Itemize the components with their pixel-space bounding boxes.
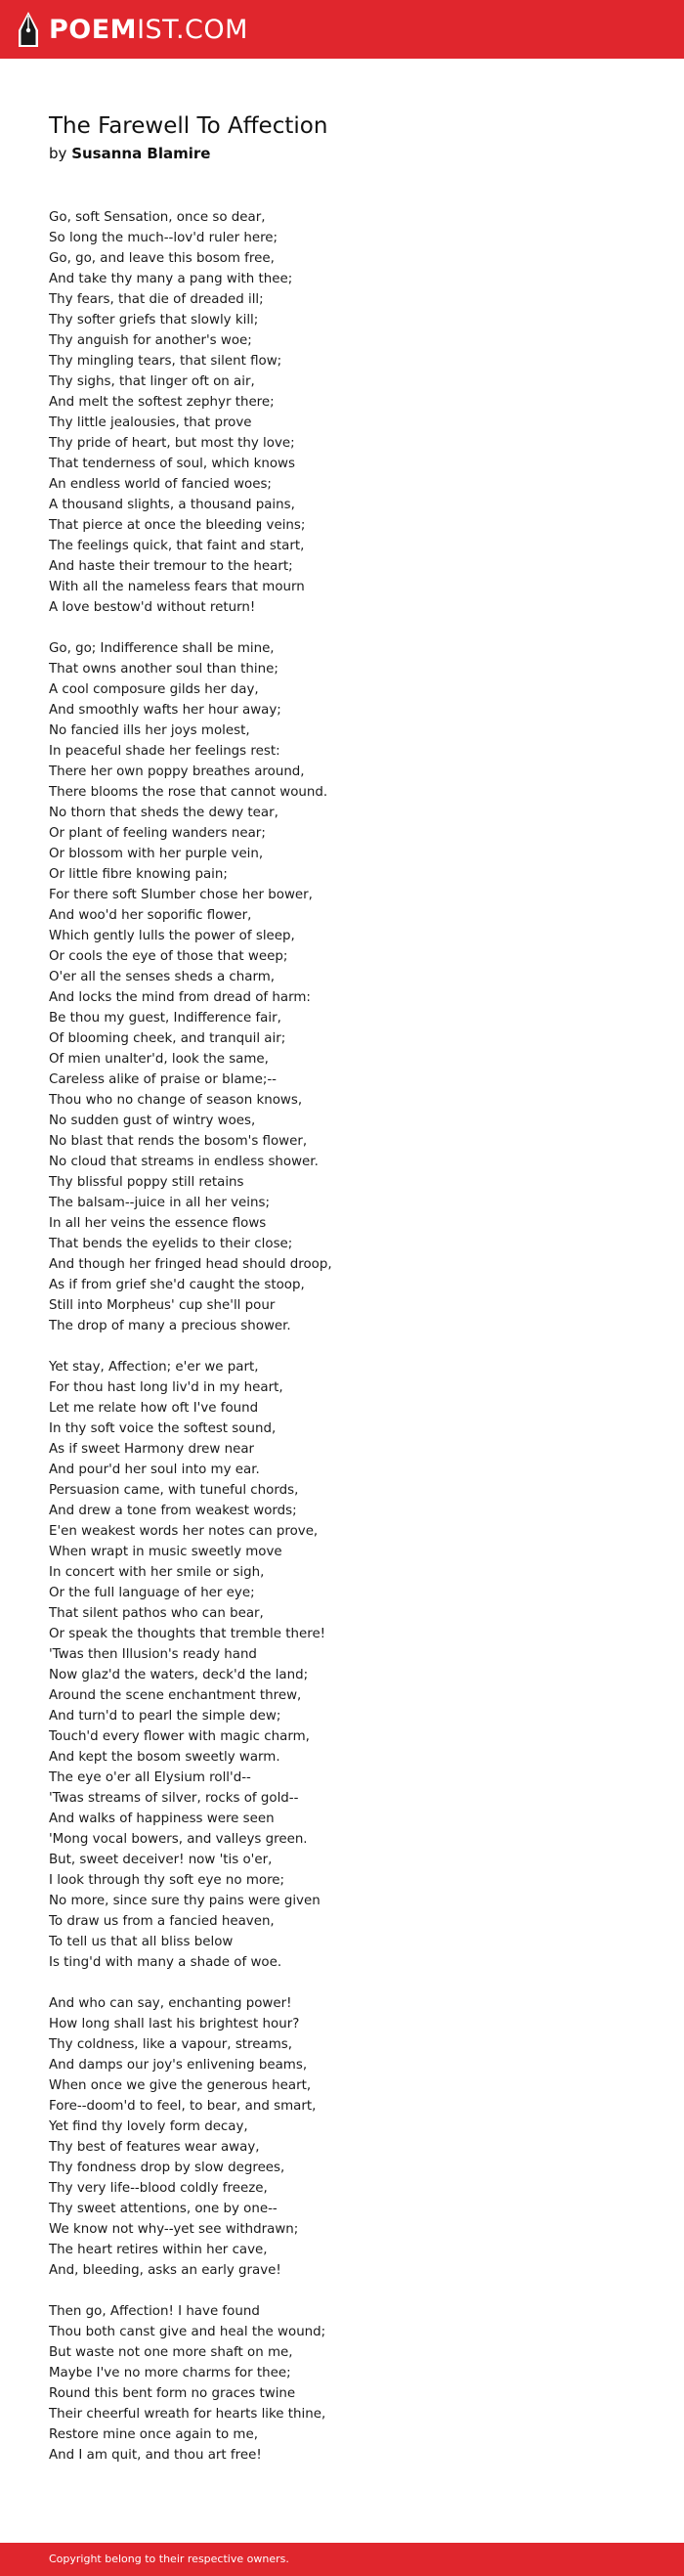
poem-line: Is ting'd with many a shade of woe. (49, 1955, 282, 1970)
poem-line: And, bleeding, asks an early grave! (49, 2263, 281, 2278)
poem-line: And pour'd her soul into my ear. (49, 1463, 260, 1477)
poem-line: Touch'd every flower with magic charm, (49, 1729, 310, 1744)
poem-container (49, 109, 635, 2486)
poem-line: Round this bent form no graces twine (49, 2386, 296, 2401)
poem-line: Yet stay, Affection; e'er we part, (49, 1360, 259, 1375)
poem-line: Thy fears, that die of dreaded ill; (49, 292, 264, 307)
poem-line: No thorn that sheds the dewy tear, (49, 806, 278, 820)
poem-line: And damps our joy's enlivening beams, (49, 2058, 308, 2073)
poem-line: A cool composure gilds her day, (49, 682, 259, 697)
poem-line: Their cheerful wreath for hearts like thine, (49, 2407, 326, 2422)
poem-line: I look through thy soft eye no more; (49, 1873, 285, 1888)
poem-line: Be thou my guest, Indifference fair, (49, 1011, 281, 1026)
poem-line: Or the full language of her eye; (49, 1586, 255, 1600)
poem-line: 'Twas then Illusion's ready hand (49, 1647, 257, 1662)
poem-line: Or little fibre knowing pain; (49, 867, 228, 882)
poem-line: No cloud that streams in endless shower. (49, 1155, 319, 1169)
poem-line: Thy pride of heart, but most thy love; (49, 436, 295, 451)
poem-line: Thy blissful poppy still retains (49, 1175, 244, 1190)
poem-line: The feelings quick, that faint and start, (49, 539, 305, 553)
poem-line: Thou both canst give and heal the wound; (49, 2325, 326, 2339)
poem-line: An endless world of fancied woes; (49, 477, 272, 492)
poem-line: And woo'd her soporific flower, (49, 908, 252, 923)
poem-line: Which gently lulls the power of sleep, (49, 929, 295, 943)
poem-line: Or plant of feeling wanders near; (49, 826, 266, 841)
poem-line: But, sweet deceiver! now 'tis o'er, (49, 1853, 273, 1867)
poem-stanza (49, 2301, 635, 2466)
poem-line: And I am quit, and thou art free! (49, 2448, 262, 2463)
poem-line: Then go, Affection! I have found (49, 2304, 260, 2319)
poem-line: Thy anguish for another's woe; (49, 333, 252, 348)
poem-line: For there soft Slumber chose her bower, (49, 888, 313, 902)
poem-line: There blooms the rose that cannot wound. (49, 785, 328, 800)
poem-line: 'Mong vocal bowers, and valleys green. (49, 1832, 308, 1847)
poem-line: That pierce at once the bleeding veins; (49, 518, 306, 533)
poem-line: Let me relate how oft I've found (49, 1401, 259, 1416)
poem-line: That silent pathos who can bear, (49, 1606, 264, 1621)
poem-line: In thy soft voice the softest sound, (49, 1421, 277, 1436)
poem-line: That bends the eyelids to their close; (49, 1237, 293, 1251)
poem-line: And melt the softest zephyr there; (49, 395, 275, 410)
poem-line: The drop of many a precious shower. (49, 1319, 291, 1333)
poem-line: How long shall last his brightest hour? (49, 2017, 300, 2031)
byline (49, 143, 635, 164)
poem-line: The balsam--juice in all her veins; (49, 1196, 270, 1210)
poem-line: Thy mingling tears, that silent flow; (49, 354, 282, 369)
poem-line: In concert with her smile or sigh, (49, 1565, 265, 1580)
poem-title: The Farewell To Affection (49, 113, 328, 139)
site-header (0, 0, 684, 59)
poem-line: Careless alike of praise or blame;-- (49, 1072, 277, 1087)
poem-line: No fancied ills her joys molest, (49, 723, 250, 738)
poem-line: Thy best of features wear away, (49, 2140, 260, 2155)
poem-line: But waste not one more shaft on me, (49, 2345, 293, 2360)
poem-line: In peaceful shade her feelings rest: (49, 744, 280, 759)
poem-line: Thy very life--blood coldly freeze, (49, 2181, 268, 2196)
copyright-text: Copyright belong to their respective owners. (49, 2553, 289, 2565)
poem-line: And locks the mind from dread of harm: (49, 990, 311, 1005)
poem-line: And haste their tremour to the heart; (49, 559, 293, 574)
poem-line: No blast that rends the bosom's flower, (49, 1134, 308, 1149)
poem-line: Restore mine once again to me, (49, 2427, 258, 2442)
poem-line: And take thy many a pang with thee; (49, 272, 293, 286)
poem-line: No more, since sure thy pains were given (49, 1894, 321, 1908)
poem-line: And who can say, enchanting power! (49, 1996, 292, 2011)
poem-line: We know not why--yet see withdrawn; (49, 2222, 299, 2237)
logo-bold-text: POEM (49, 14, 138, 45)
poem-line: And drew a tone from weakest words; (49, 1504, 297, 1518)
poem-line: When once we give the generous heart, (49, 2078, 312, 2093)
poem-line: 'Twas streams of silver, rocks of gold-- (49, 1791, 299, 1806)
poem-line: And though her fringed head should droop, (49, 1257, 332, 1272)
poem-line: Thy coldness, like a vapour, streams, (49, 2037, 292, 2052)
poem-line: As if sweet Harmony drew near (49, 1442, 255, 1457)
poem-line: The eye o'er all Elysium roll'd-- (49, 1770, 251, 1785)
poem-line: Still into Morpheus' cup she'll pour (49, 1298, 276, 1313)
poem-stanza (49, 1357, 635, 1973)
by-label: by (49, 145, 67, 162)
poem-line: And walks of happiness were seen (49, 1812, 275, 1826)
poem-line: Of mien unalter'd, look the same, (49, 1052, 269, 1067)
poem-line: And turn'd to pearl the simple dew; (49, 1709, 281, 1724)
poem-line: A thousand slights, a thousand pains, (49, 498, 295, 512)
poem-line: Maybe I've no more charms for thee; (49, 2366, 291, 2380)
poem-stanza (49, 1993, 635, 2281)
poem-line: Of blooming cheek, and tranquil air; (49, 1031, 286, 1046)
poem-line: For thou hast long liv'd in my heart, (49, 1380, 283, 1395)
poem-line: To draw us from a fancied heaven, (49, 1914, 275, 1929)
poem-line: There her own poppy breathes around, (49, 764, 305, 779)
poem-line: Thy softer griefs that slowly kill; (49, 313, 259, 327)
poem-line: The heart retires within her cave, (49, 2243, 268, 2257)
poem-line: That owns another soul than thine; (49, 662, 278, 677)
poem-line: And kept the bosom sweetly warm. (49, 1750, 280, 1765)
poem-line: E'en weakest words her notes can prove, (49, 1524, 319, 1539)
poem-line: Or cools the eye of those that weep; (49, 949, 288, 964)
poem-body (49, 207, 635, 2466)
poem-line: Thy sighs, that linger oft on air, (49, 374, 255, 389)
poem-line: So long the much--lov'd ruler here; (49, 231, 278, 245)
poem-line: O'er all the senses sheds a charm, (49, 970, 276, 984)
poem-line: Yet find thy lovely form decay, (49, 2119, 248, 2134)
poem-line: A love bestow'd without return! (49, 600, 256, 615)
poem-line: Now glaz'd the waters, deck'd the land; (49, 1668, 309, 1682)
poem-line: Thy little jealousies, that prove (49, 415, 252, 430)
poem-line: In all her veins the essence flows (49, 1216, 267, 1231)
pen-nib-icon[interactable] (18, 11, 39, 48)
poem-line: Or speak the thoughts that tremble there! (49, 1627, 326, 1641)
poem-line: No sudden gust of wintry woes, (49, 1113, 256, 1128)
poem-line: Go, go; Indifference shall be mine, (49, 641, 275, 656)
logo-light-text: IST.COM (137, 14, 248, 45)
poem-line: When wrapt in music sweetly move (49, 1545, 282, 1559)
site-footer (0, 2543, 684, 2576)
poem-line: Thou who no change of season knows, (49, 1093, 303, 1108)
poem-line: Go, go, and leave this bosom free, (49, 251, 275, 266)
poem-line: Around the scene enchantment threw, (49, 1688, 302, 1703)
poem-line: As if from grief she'd caught the stoop, (49, 1278, 305, 1292)
poem-line: That tenderness of soul, which knows (49, 457, 295, 471)
poem-line: With all the nameless fears that mourn (49, 580, 305, 594)
poem-line: Fore--doom'd to feel, to bear, and smart, (49, 2099, 317, 2114)
poem-line: Or blossom with her purple vein, (49, 847, 264, 861)
poem-line: And smoothly wafts her hour away; (49, 703, 281, 718)
poem-stanza (49, 638, 635, 1336)
poem-line: To tell us that all bliss below (49, 1935, 234, 1949)
author-name[interactable]: Susanna Blamire (71, 145, 211, 162)
poem-line: Thy sweet attentions, one by one-- (49, 2202, 278, 2216)
site-logo[interactable] (49, 14, 248, 45)
poem-line: Go, soft Sensation, once so dear, (49, 210, 266, 225)
poem-line: Persuasion came, with tuneful chords, (49, 1483, 299, 1498)
poem-line: Thy fondness drop by slow degrees, (49, 2161, 285, 2175)
poem-stanza (49, 207, 635, 618)
